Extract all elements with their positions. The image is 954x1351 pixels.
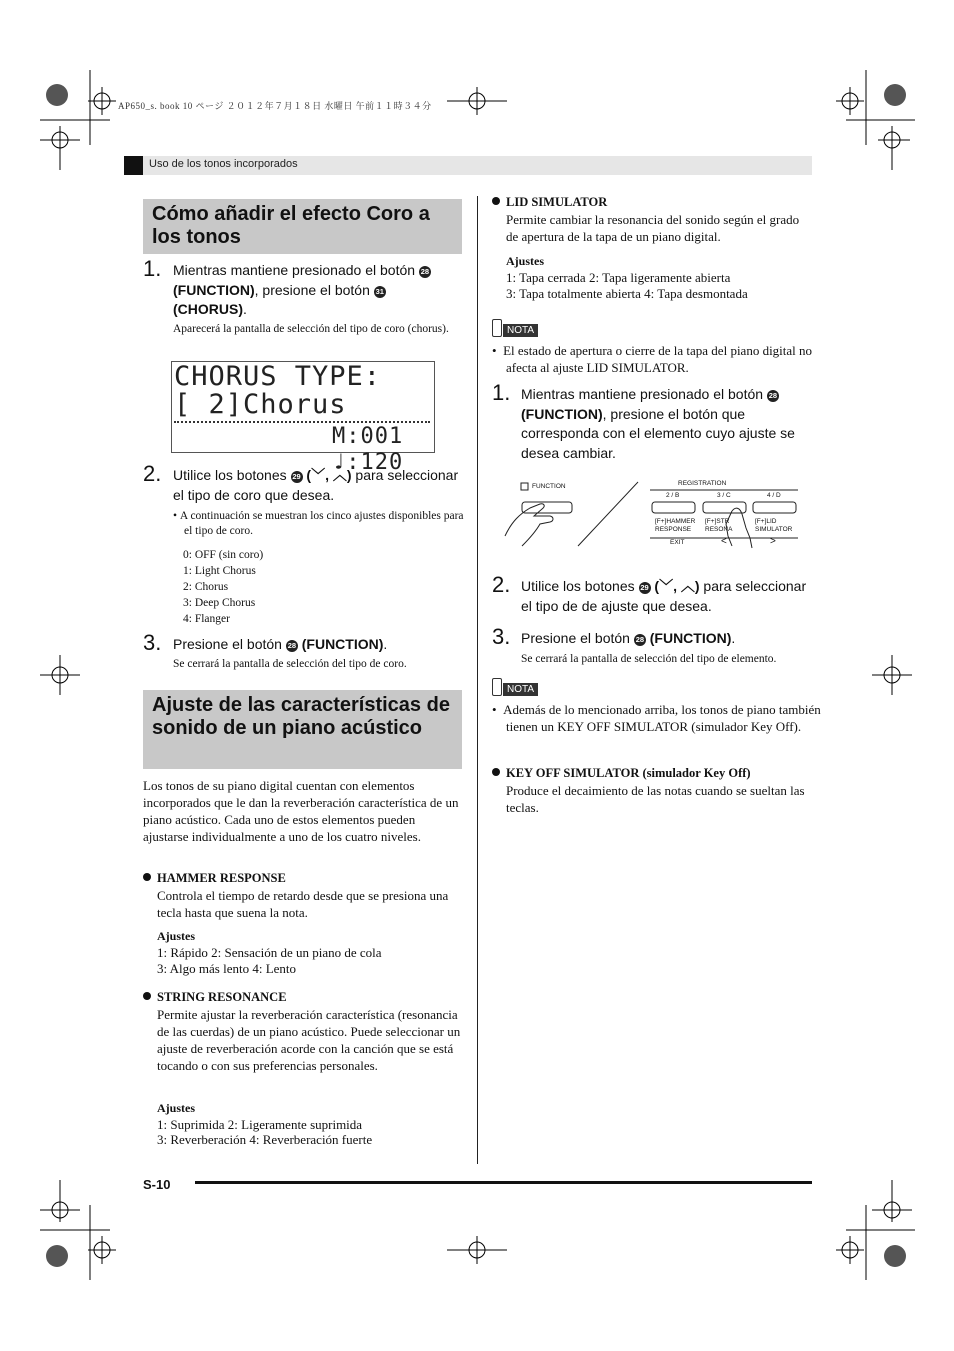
string-heading: STRING RESONANCE: [143, 990, 287, 1005]
lid-step2-text: Utilice los botones 29 (﹀, ︿) para seleccionar el tipo de de ajuste que desea.: [521, 578, 807, 614]
chorus-option: 4: Flanger: [183, 613, 230, 625]
lid-settings-2: 3: Tapa totalmente abierta 4: Tapa desmontada: [506, 286, 748, 301]
hammer-ajustes-label: Ajustes: [157, 929, 195, 943]
diagram-btn-4d: 4 / D: [767, 492, 781, 499]
button-29-icon: 29: [292, 472, 301, 481]
diagram-exit-label: EXIT: [670, 539, 685, 546]
section-label: Uso de los tonos incorporados: [149, 158, 298, 170]
keyoff-heading: KEY OFF SIMULATOR (simulador Key Off): [492, 766, 751, 781]
button-29-icon: 29: [640, 583, 649, 592]
chorus-step1-text: Mientras mantiene presionado el botón 28 (FUNCTION), presione el botón 31 (CHORUS).: [173, 262, 430, 317]
diagram-btn-2b: 2 / B: [666, 492, 680, 499]
section-marker: [124, 156, 143, 175]
lcd-line2: [ 2]Chorus: [174, 389, 347, 420]
pencil-icon: [492, 319, 502, 337]
bullet-icon: [492, 197, 500, 205]
keyoff-desc: Produce el decaimiento de las notas cuando se sueltan las teclas.: [506, 783, 805, 815]
chorus-step2-text: Utilice los botones 29 (﹀, ︿) para seleccionar el tipo de coro que desea.: [173, 467, 459, 503]
acoustic-intro: Los tonos de su piano digital cuentan con elementos incorporados que le dan la reverberación característica de un piano acústico. Cada uno de estos elementos pueden ajustarse individualmente a uno de los cuatro niveles.: [143, 778, 459, 844]
file-info: AP650_s. book 10 ページ ２０１２年７月１８日 水曜日 午前１１時３４分: [118, 101, 432, 111]
pencil-icon: [492, 678, 502, 696]
button-diagram: [500, 476, 810, 552]
hammer-desc: Controla el tiempo de retardo desde que se presiona una tecla hasta que suena la nota.: [157, 888, 449, 920]
diagram-right-label: >: [770, 536, 776, 547]
string-ajustes-label: Ajustes: [157, 1101, 195, 1115]
chorus-option: 0: OFF (sin coro): [183, 549, 264, 561]
chorus-step1-note: Aparecerá la pantalla de selección del tipo de coro (chorus).: [173, 323, 449, 335]
button-31-icon: 31: [375, 286, 384, 296]
button-28-icon: 28: [287, 641, 297, 650]
chorus-step2-bullet: • A continuación se muestran los cinco ajustes disponibles para el tipo de coro.: [173, 510, 464, 537]
lcd-line3: M:001 ♩:120: [332, 424, 404, 475]
chorus-option: 1: Light Chorus: [183, 565, 256, 577]
lid-ajustes-label: Ajustes: [506, 254, 544, 268]
hammer-settings-2: 3: Algo más lento 4: Lento: [157, 961, 297, 976]
lid-step3-number: 3.: [492, 624, 511, 649]
string-settings-2: 3: Reverberación 4: Reverberación fuerte: [157, 1132, 373, 1147]
hammer-settings-1: 1: Rápido 2: Sensación de un piano de cola: [157, 945, 382, 960]
nota2-badge: NOTA: [492, 678, 538, 697]
nota1-text: • El estado de apertura o cierre de la tapa del piano digital no afecta al ajuste LID SIMULATOR.: [492, 343, 813, 375]
nota2-text: • Además de lo mencionado arriba, los tonos de piano también tienen un KEY OFF SIMULATOR (simulador Key Off).: [492, 702, 821, 734]
chorus-option: 3: Deep Chorus: [183, 597, 256, 609]
chorus-section-title: Cómo añadir el efecto Coro a los tonos: [143, 199, 462, 254]
chorus-step1-number: 1.: [143, 256, 162, 281]
diagram-string-label: [F+]STR RESONA: [705, 518, 733, 533]
lcd-display: [171, 361, 435, 475]
nota1-badge: NOTA: [492, 319, 538, 338]
lid-step3-text: Presione el botón 28 (FUNCTION).: [521, 630, 736, 646]
bullet-icon: [143, 873, 151, 881]
button-28-icon: 28: [768, 391, 778, 400]
lid-heading: LID SIMULATOR: [492, 195, 607, 210]
string-desc: Permite ajustar la reverberación característica (resonancia de las cuerdas) de un piano acústico. Puede seleccionar un ajuste de reverberación acorde con la canción que se está tocando o con sus preferencias personales.: [157, 1007, 461, 1073]
column-divider: [477, 196, 478, 1164]
acoustic-section-title: Ajuste de las características de sonido de un piano acústico: [143, 690, 462, 769]
diagram-btn-3c: 3 / C: [717, 492, 731, 499]
hammer-heading: HAMMER RESPONSE: [143, 871, 286, 886]
string-settings-1: 1: Suprimida 2: Ligeramente suprimida: [157, 1117, 363, 1132]
lid-desc: Permite cambiar la resonancia del sonido según el grado de apertura de la tapa de un piano digital.: [506, 212, 800, 244]
diagram-registration-label: REGISTRATION: [678, 480, 727, 487]
bullet-icon: [143, 992, 151, 1000]
chorus-step3-number: 3.: [143, 630, 162, 655]
footer-rule: [195, 1181, 812, 1184]
button-28-icon: 28: [635, 635, 645, 644]
page-number: S-10: [143, 1177, 171, 1192]
diagram-lid-label: [F+]LID SIMULATOR: [755, 518, 793, 533]
chorus-step3-text: Presione el botón 28 (FUNCTION).: [173, 636, 388, 652]
chorus-options-list: [183, 547, 263, 627]
lcd-line1: CHORUS TYPE:: [174, 361, 382, 392]
chorus-step3-note: Se cerrará la pantalla de selección del tipo de coro.: [173, 658, 407, 670]
button-28-icon: 28: [420, 267, 430, 276]
diagram-function-label: FUNCTION: [532, 483, 566, 490]
lid-step1-number: 1.: [492, 380, 511, 405]
lid-settings-1: 1: Tapa cerrada 2: Tapa ligeramente abierta: [506, 270, 731, 285]
lid-step3-note: Se cerrará la pantalla de selección del tipo de elemento.: [521, 653, 777, 665]
diagram-hammer-label: [F+]HAMMER RESPONSE: [655, 518, 696, 533]
bullet-icon: [492, 768, 500, 776]
lid-step1-text: Mientras mantiene presionado el botón 28 (FUNCTION), presione el botón que corresponda con el elemento cuyo ajuste se desea cambiar.: [521, 386, 795, 461]
chorus-step2-number: 2.: [143, 461, 162, 486]
chorus-option: 2: Chorus: [183, 581, 229, 593]
diagram-left-label: <: [721, 536, 727, 547]
lid-step2-number: 2.: [492, 572, 511, 597]
